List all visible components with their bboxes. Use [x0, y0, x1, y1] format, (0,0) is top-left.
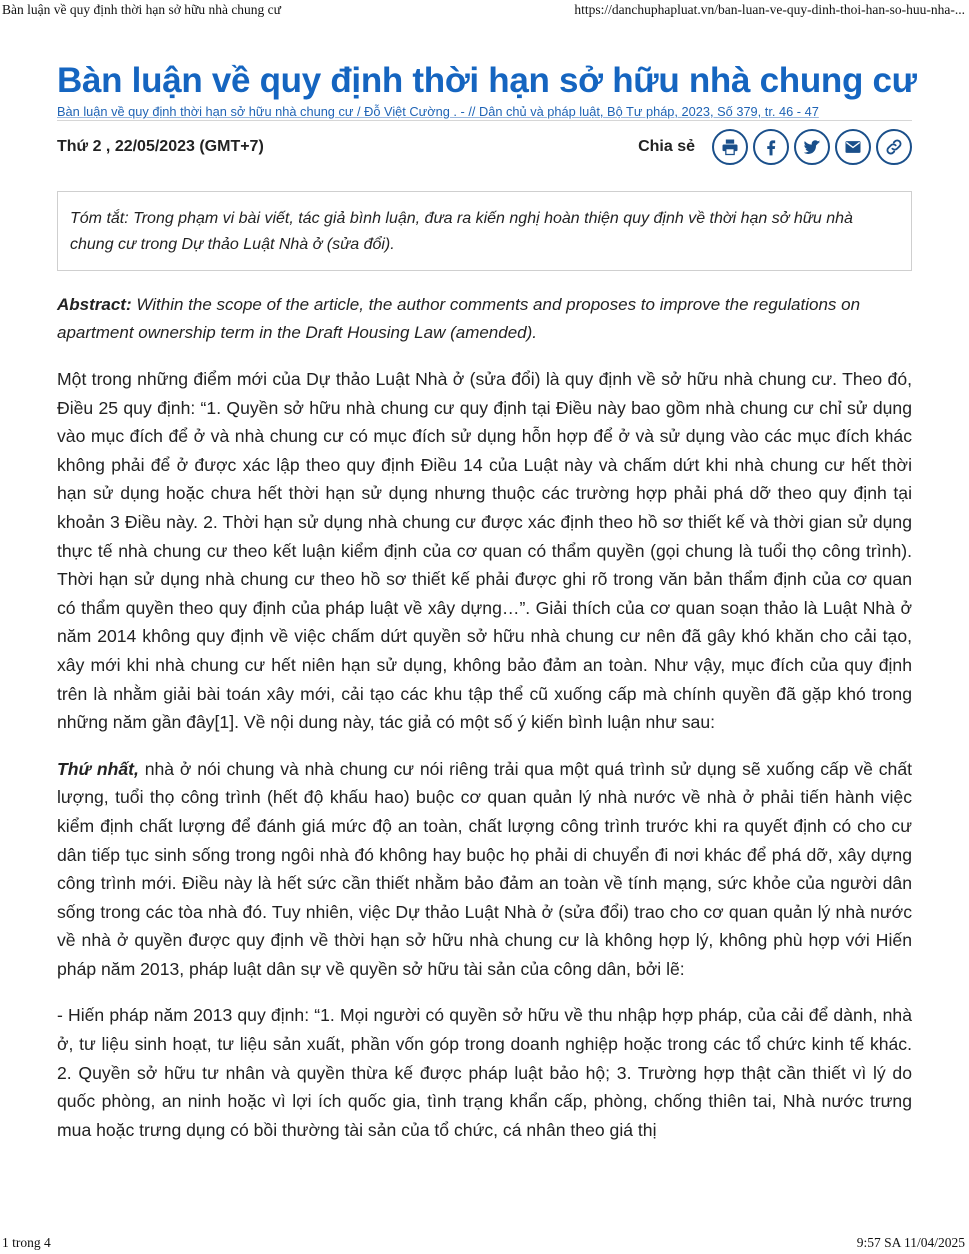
share-bar	[638, 129, 912, 165]
twitter-icon	[802, 137, 822, 157]
paragraph-2-lead: Thứ nhất,	[57, 758, 139, 779]
link-icon	[884, 137, 904, 157]
paragraph-1: Một trong những điểm mới của Dự thảo Luật Nhà ở (sửa đổi) là quy định về sở hữu nhà chung cư. Theo đó, Điều 25 quy định: “1. Quyền sở hữu nhà chung cư quy định tại Điều này bao gồm nhà chung cư chỉ sử dụng vào mục đích để ở và nhà chung cư có mục đích sử dụng hỗn hợp để ở và sử dụng vào các mục đích khác không phải để ở được xác lập theo quy định Điều 14 của Luật này và chấm dứt khi nhà chung cư hết thời hạn sử dụng hoặc chưa hết thời hạn sử dụng nhưng thuộc các trường hợp phải phá dỡ theo quy định tại khoản 3 Điều này. 2. Thời hạn sử dụng nhà chung cư được xác định theo hồ sơ thiết kế và thời gian sử dụng thực tế nhà chung cư theo kết luận kiểm định của cơ quan có thẩm quyền (gọi chung là tuổi thọ công trình). Thời hạn sử dụng nhà chung cư theo hồ sơ thiết kế phải được ghi rõ trong văn bản thẩm định của cơ quan có thẩm quyền theo quy định của pháp luật về xây dựng…”. Giải thích của cơ quan soạn thảo là Luật Nhà ở năm 2014 không quy định về việc chấm dứt quyền sở hữu nhà chung cư nên đã gây khó khăn cho cải tạo, xây mới khi nhà chung cư hết niên hạn sử dụng, không bảo đảm an toàn. Như vậy, mục đích của quy định trên là nhằm giải bài toán xây mới, cải tạo các khu tập thể cũ xuống cấp mà chính quyền đã gặp khó trong những năm gần đây[1]. Về nội dung này, tác giả có một số ý kiến bình luận như sau:	[57, 369, 912, 733]
print-button[interactable]	[712, 129, 748, 165]
email-share-button[interactable]	[835, 129, 871, 165]
abstract-text: Within the scope of the article, the author comments and proposes to improve the regulations on apartment ownership term in the Draft Housing Law (amended).	[57, 295, 861, 342]
print-header-title: Bàn luận về quy định thời hạn sở hữu nhà chung cư	[2, 2, 281, 17]
print-footer	[0, 1234, 969, 1254]
abstract-label: Abstract:	[57, 295, 132, 314]
citation-link[interactable]: Bàn luận về quy định thời hạn sở hữu nhà chung cư / Đỗ Việt Cường . - // Dân chủ và pháp luật, Bộ Tư pháp, 2023, Số 379, tr. 46 - 47	[57, 104, 819, 119]
copy-link-button[interactable]	[876, 129, 912, 165]
facebook-icon	[761, 137, 781, 157]
facebook-share-button[interactable]	[753, 129, 789, 165]
share-label: Chia sẻ	[638, 138, 695, 155]
print-header	[0, 0, 969, 22]
print-header-url: https://danchuphapluat.vn/ban-luan-ve-quy-dinh-thoi-han-so-huu-nha-...	[574, 2, 965, 17]
meta-row	[57, 129, 912, 179]
abstract	[57, 291, 912, 347]
paragraph-2	[57, 755, 912, 984]
paragraph-3: - Hiến pháp năm 2013 quy định: “1. Mọi người có quyền sở hữu về thu nhập hợp pháp, của cải để dành, nhà ở, tư liệu sinh hoạt, tư liệu sản xuất, phần vốn góp trong doanh nghiệp hoặc trong các tổ chức kinh tế khác. 2. Quyền sở hữu tư nhân và quyền thừa kế được pháp luật bảo hộ; 3. Trường hợp thật cần thiết vì lý do quốc phòng, an ninh hoặc vì lợi ích quốc gia, tình trạng khẩn cấp, phòng, chống thiên tai, Nhà nước trưng mua hoặc trưng dụng có bồi thường tài sản của tổ chức, cá nhân theo giá thị	[57, 1005, 912, 1140]
summary-box	[57, 191, 912, 271]
divider	[57, 120, 912, 121]
print-icon	[720, 137, 740, 157]
page-number: 1 trong 4	[2, 1235, 51, 1250]
article-title: Bàn luận về quy định thời hạn sở hữu nhà chung cư	[57, 61, 917, 100]
twitter-share-button[interactable]	[794, 129, 830, 165]
print-timestamp: 9:57 SA 11/04/2025	[856, 1235, 965, 1250]
article	[57, 60, 917, 1144]
email-icon	[843, 137, 863, 157]
summary-text: Tóm tắt: Trong phạm vi bài viết, tác giả bình luận, đưa ra kiến nghị hoàn thiện quy định về thời hạn sở hữu nhà chung cư trong Dự thảo Luật Nhà ở (sửa đổi).	[70, 210, 853, 253]
paragraph-2-text: nhà ở nói chung và nhà chung cư nói riêng trải qua một quá trình sử dụng sẽ xuống cấp về chất lượng, tuổi thọ công trình (hết độ khấu hao) buộc cơ quan quản lý nhà nước về nhà ở phải tiến hành việc kiểm định chất lượng để đánh giá mức độ an toàn, chất lượng công trình trước khi ra quyết định có cho cư dân tiếp tục sinh sống trong ngôi nhà đó không hay buộc họ phải di chuyển đi nơi khác để phá dỡ, xây dựng công trình mới. Điều này là hết sức cần thiết nhằm bảo đảm an toàn về tính mạng, sức khỏe của người dân sống trong các tòa nhà đó. Tuy nhiên, việc Dự thảo Luật Nhà ở (sửa đổi) trao cho cơ quan quản lý nhà nước về nhà ở quyền được quy định về thời hạn sở hữu nhà chung cư là không hợp lý, không phù hợp với Hiến pháp năm 2013, pháp luật dân sự về quyền sở hữu tài sản của công dân, bởi lẽ:	[57, 758, 913, 979]
publish-date: Thứ 2 , 22/05/2023 (GMT+7)	[57, 138, 264, 155]
